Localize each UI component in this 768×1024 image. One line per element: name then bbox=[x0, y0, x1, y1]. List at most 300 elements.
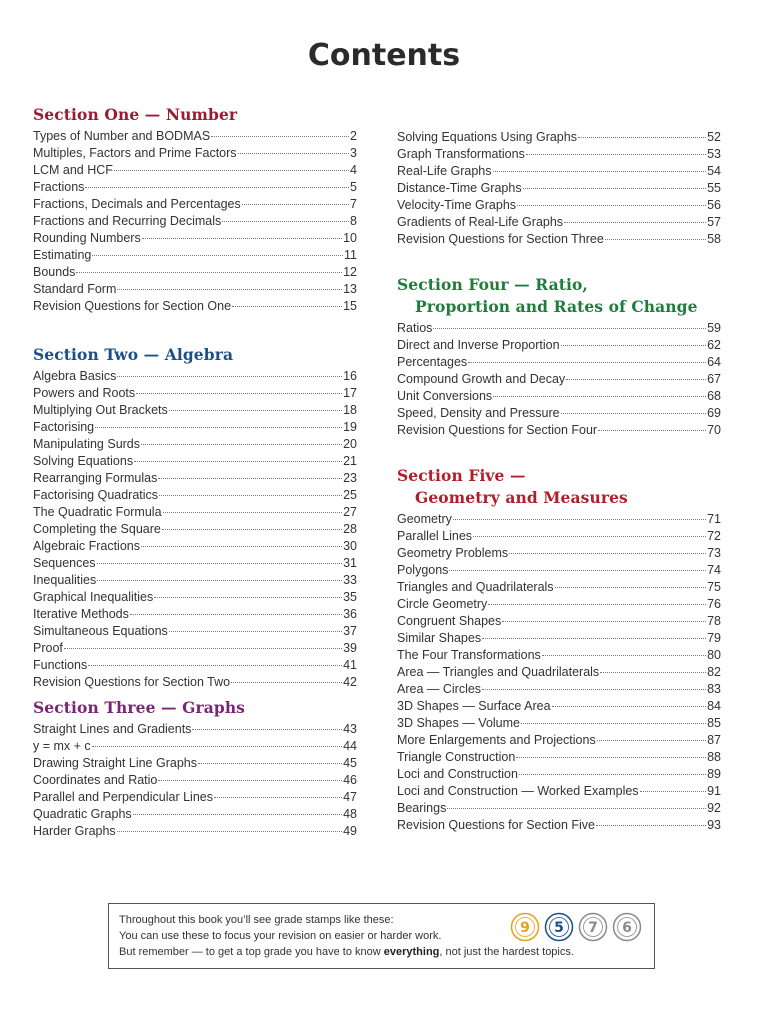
entry-page-number: 39 bbox=[343, 641, 357, 655]
section-five-heading-line2: Geometry and Measures bbox=[415, 488, 628, 507]
contents-entry bbox=[33, 504, 357, 521]
entry-page-number: 53 bbox=[707, 147, 721, 161]
dot-leader bbox=[169, 410, 342, 411]
entry-title: Congruent Shapes bbox=[397, 614, 502, 628]
dot-leader bbox=[136, 393, 342, 394]
grade-stamp-7-icon bbox=[578, 912, 608, 942]
contents-entry bbox=[33, 823, 357, 840]
contents-entry bbox=[397, 371, 721, 388]
grade-stamp-number: 5 bbox=[554, 920, 564, 936]
dot-leader bbox=[597, 740, 706, 741]
entry-title: Rounding Numbers bbox=[33, 231, 141, 245]
entry-title: Speed, Density and Pressure bbox=[397, 406, 560, 420]
entry-page-number: 79 bbox=[707, 631, 721, 645]
entry-page-number: 91 bbox=[707, 784, 721, 798]
dot-leader bbox=[516, 757, 706, 758]
contents-entry bbox=[33, 538, 357, 555]
dot-leader bbox=[566, 379, 706, 380]
entry-title: Graph Transformations bbox=[397, 147, 525, 161]
entry-title: Harder Graphs bbox=[33, 824, 116, 838]
entry-page-number: 69 bbox=[707, 406, 721, 420]
entry-title: Straight Lines and Gradients bbox=[33, 722, 192, 736]
entry-page-number: 68 bbox=[707, 389, 721, 403]
dot-leader bbox=[242, 204, 349, 205]
dot-leader bbox=[578, 137, 706, 138]
entry-title: Bearings bbox=[397, 801, 447, 815]
entry-page-number: 89 bbox=[707, 767, 721, 781]
contents-entry bbox=[397, 354, 721, 371]
dot-leader bbox=[76, 272, 342, 273]
grade-stamp-number: 9 bbox=[520, 920, 530, 936]
dot-leader bbox=[231, 682, 342, 683]
dot-leader bbox=[488, 604, 706, 605]
contents-entry bbox=[33, 521, 357, 538]
contents-entry bbox=[397, 511, 721, 528]
entry-title: Proof bbox=[33, 641, 63, 655]
contents-entry bbox=[33, 674, 357, 691]
dot-leader bbox=[509, 553, 706, 554]
entry-title: Solving Equations bbox=[33, 454, 134, 468]
entry-page-number: 13 bbox=[343, 282, 357, 296]
contents-entry bbox=[397, 197, 721, 214]
entry-title: Completing the Square bbox=[33, 522, 161, 536]
contents-entry bbox=[397, 732, 721, 749]
entry-title: 3D Shapes — Volume bbox=[397, 716, 520, 730]
entry-title: Geometry bbox=[397, 512, 452, 526]
entry-page-number: 20 bbox=[343, 437, 357, 451]
contents-entry bbox=[33, 789, 357, 806]
entry-page-number: 74 bbox=[707, 563, 721, 577]
contents-entry bbox=[33, 606, 357, 623]
info-line-3-end: , not just the hardest topics. bbox=[439, 946, 574, 958]
contents-entry bbox=[33, 368, 357, 385]
dot-leader bbox=[238, 153, 350, 154]
section-three-continued bbox=[397, 129, 721, 248]
dot-leader bbox=[596, 825, 706, 826]
dot-leader bbox=[493, 171, 707, 172]
dot-leader bbox=[64, 648, 342, 649]
contents-entry bbox=[33, 721, 357, 738]
section-one-heading: Section One — Number bbox=[33, 105, 238, 124]
entry-title: Direct and Inverse Proportion bbox=[397, 338, 560, 352]
entry-title: More Enlargements and Projections bbox=[397, 733, 596, 747]
grade-stamp-number: 7 bbox=[588, 920, 598, 936]
dot-leader bbox=[159, 495, 342, 496]
section-four-heading-line2: Proportion and Rates of Change bbox=[415, 297, 698, 316]
entry-page-number: 17 bbox=[343, 386, 357, 400]
entry-title: Percentages bbox=[397, 355, 468, 369]
entry-page-number: 16 bbox=[343, 369, 357, 383]
entry-page-number: 25 bbox=[343, 488, 357, 502]
dot-leader bbox=[97, 563, 343, 564]
entry-page-number: 54 bbox=[707, 164, 721, 178]
dot-leader bbox=[133, 814, 342, 815]
contents-entry bbox=[33, 385, 357, 402]
grade-stamp-info-box bbox=[108, 903, 655, 969]
dot-leader bbox=[92, 255, 343, 256]
info-line-2: You can use these to focus your revision on easier or harder work. bbox=[119, 930, 442, 942]
dot-leader bbox=[521, 723, 706, 724]
contents-entry bbox=[397, 681, 721, 698]
contents-entry bbox=[33, 281, 357, 298]
contents-entry bbox=[397, 214, 721, 231]
entry-page-number: 55 bbox=[707, 181, 721, 195]
section-two-entries bbox=[33, 368, 357, 691]
contents-entry bbox=[397, 422, 721, 439]
entry-title: Manipulating Surds bbox=[33, 437, 141, 451]
grade-stamp-5-icon bbox=[544, 912, 574, 942]
entry-page-number: 12 bbox=[343, 265, 357, 279]
contents-entry bbox=[397, 562, 721, 579]
entry-page-number: 27 bbox=[343, 505, 357, 519]
contents-entry bbox=[33, 755, 357, 772]
entry-title: Drawing Straight Line Graphs bbox=[33, 756, 197, 770]
contents-entry bbox=[397, 783, 721, 800]
entry-page-number: 43 bbox=[343, 722, 357, 736]
contents-entry bbox=[397, 146, 721, 163]
contents-entry bbox=[33, 555, 357, 572]
entry-page-number: 36 bbox=[343, 607, 357, 621]
info-line-1: Throughout this book you’ll see grade stamps like these: bbox=[119, 914, 394, 926]
entry-title: Polygons bbox=[397, 563, 449, 577]
grade-stamp-9-icon bbox=[510, 912, 540, 942]
contents-entry bbox=[397, 579, 721, 596]
entry-page-number: 87 bbox=[707, 733, 721, 747]
entry-title: LCM and HCF bbox=[33, 163, 113, 177]
contents-entry bbox=[33, 162, 357, 179]
entry-title: Unit Conversions bbox=[397, 389, 493, 403]
contents-entry bbox=[397, 698, 721, 715]
dot-leader bbox=[232, 306, 342, 307]
contents-entry bbox=[397, 630, 721, 647]
dot-leader bbox=[192, 729, 342, 730]
entry-page-number: 58 bbox=[707, 232, 721, 246]
entry-title: Iterative Methods bbox=[33, 607, 129, 621]
contents-entry bbox=[33, 487, 357, 504]
info-line-3-emphasis: everything bbox=[383, 946, 440, 958]
dot-leader bbox=[482, 689, 706, 690]
dot-leader bbox=[85, 187, 349, 188]
entry-page-number: 48 bbox=[343, 807, 357, 821]
entry-title: Parallel and Perpendicular Lines bbox=[33, 790, 213, 804]
entry-title: Coordinates and Ratio bbox=[33, 773, 158, 787]
entry-title: Fractions, Decimals and Percentages bbox=[33, 197, 241, 211]
dot-leader bbox=[141, 546, 342, 547]
section-four-entries bbox=[397, 320, 721, 439]
entry-title: The Quadratic Formula bbox=[33, 505, 162, 519]
entry-title: Rearranging Formulas bbox=[33, 471, 158, 485]
entry-page-number: 84 bbox=[707, 699, 721, 713]
entry-title: Functions bbox=[33, 658, 88, 672]
entry-page-number: 4 bbox=[350, 163, 357, 177]
contents-entry bbox=[397, 596, 721, 613]
section-five-entries bbox=[397, 511, 721, 834]
info-line-3-start: But remember — to get a top grade you have to know bbox=[119, 946, 384, 958]
contents-entry bbox=[33, 145, 357, 162]
dot-leader bbox=[162, 529, 342, 530]
dot-leader bbox=[555, 587, 707, 588]
contents-entry bbox=[397, 664, 721, 681]
contents-entry bbox=[397, 129, 721, 146]
entry-page-number: 21 bbox=[343, 454, 357, 468]
dot-leader bbox=[222, 221, 349, 222]
section-five-heading bbox=[397, 465, 721, 509]
entry-page-number: 44 bbox=[343, 739, 357, 753]
entry-title: Triangle Construction bbox=[397, 750, 516, 764]
left-column bbox=[33, 104, 357, 840]
dot-leader bbox=[158, 478, 342, 479]
entry-title: Real-Life Graphs bbox=[397, 164, 492, 178]
section-four bbox=[397, 274, 721, 439]
contents-entry bbox=[397, 715, 721, 732]
dot-leader bbox=[449, 570, 706, 571]
entry-page-number: 62 bbox=[707, 338, 721, 352]
contents-entry bbox=[33, 264, 357, 281]
entry-page-number: 72 bbox=[707, 529, 721, 543]
contents-entry bbox=[397, 180, 721, 197]
entry-title: Bounds bbox=[33, 265, 76, 279]
grade-stamp-number: 6 bbox=[622, 920, 632, 936]
entry-page-number: 56 bbox=[707, 198, 721, 212]
contents-entry bbox=[33, 402, 357, 419]
entry-page-number: 59 bbox=[707, 321, 721, 335]
entry-title: Loci and Construction — Worked Examples bbox=[397, 784, 639, 798]
entry-title: Revision Questions for Section Three bbox=[397, 232, 604, 246]
contents-entry bbox=[33, 806, 357, 823]
contents-entry bbox=[397, 800, 721, 817]
entry-page-number: 73 bbox=[707, 546, 721, 560]
dot-leader bbox=[117, 376, 342, 377]
dot-leader bbox=[640, 791, 707, 792]
entry-page-number: 47 bbox=[343, 790, 357, 804]
entry-page-number: 57 bbox=[707, 215, 721, 229]
entry-title: Algebra Basics bbox=[33, 369, 117, 383]
section-one bbox=[33, 104, 357, 315]
contents-entry bbox=[33, 738, 357, 755]
dot-leader bbox=[523, 188, 707, 189]
entry-page-number: 18 bbox=[343, 403, 357, 417]
entry-title: Types of Number and BODMAS bbox=[33, 129, 211, 143]
dot-leader bbox=[433, 328, 706, 329]
contents-entry bbox=[397, 405, 721, 422]
dot-leader bbox=[154, 597, 342, 598]
dot-leader bbox=[517, 205, 706, 206]
dot-leader bbox=[130, 614, 342, 615]
contents-entry bbox=[33, 623, 357, 640]
section-two bbox=[33, 344, 357, 691]
dot-leader bbox=[600, 672, 706, 673]
contents-entry bbox=[397, 647, 721, 664]
entry-title: Distance-Time Graphs bbox=[397, 181, 522, 195]
entry-page-number: 11 bbox=[344, 248, 357, 262]
entry-title: Inequalities bbox=[33, 573, 97, 587]
dot-leader bbox=[493, 396, 706, 397]
entry-title: Sequences bbox=[33, 556, 96, 570]
dot-leader bbox=[519, 774, 706, 775]
dot-leader bbox=[211, 136, 349, 137]
page-title: Contents bbox=[307, 38, 461, 73]
dot-leader bbox=[114, 170, 349, 171]
entry-page-number: 15 bbox=[343, 299, 357, 313]
section-five-heading-line1: Section Five — bbox=[397, 466, 526, 485]
contents-entry bbox=[33, 196, 357, 213]
contents-entry bbox=[397, 163, 721, 180]
contents-entry bbox=[33, 128, 357, 145]
entry-page-number: 83 bbox=[707, 682, 721, 696]
dot-leader bbox=[198, 763, 342, 764]
dot-leader bbox=[552, 706, 707, 707]
entry-page-number: 82 bbox=[707, 665, 721, 679]
contents-entry bbox=[397, 817, 721, 834]
grade-stamp-6-icon bbox=[612, 912, 642, 942]
contents-entry bbox=[397, 231, 721, 248]
dot-leader bbox=[542, 655, 706, 656]
entry-page-number: 33 bbox=[343, 573, 357, 587]
contents-entry bbox=[397, 320, 721, 337]
section-four-heading-line1: Section Four — Ratio, bbox=[397, 275, 588, 294]
right-column bbox=[397, 129, 721, 834]
entry-page-number: 76 bbox=[707, 597, 721, 611]
contents-entry bbox=[397, 337, 721, 354]
section-five bbox=[397, 465, 721, 834]
dot-leader bbox=[141, 444, 342, 445]
entry-title: Standard Form bbox=[33, 282, 117, 296]
section-two-heading: Section Two — Algebra bbox=[33, 345, 234, 364]
entry-title: Solving Equations Using Graphs bbox=[397, 130, 577, 144]
entry-title: Parallel Lines bbox=[397, 529, 473, 543]
entry-page-number: 49 bbox=[343, 824, 357, 838]
entry-page-number: 30 bbox=[343, 539, 357, 553]
entry-title: Loci and Construction bbox=[397, 767, 518, 781]
entry-page-number: 78 bbox=[707, 614, 721, 628]
entry-page-number: 92 bbox=[707, 801, 721, 815]
section-four-heading bbox=[397, 274, 721, 318]
dot-leader bbox=[453, 519, 706, 520]
contents-entry bbox=[33, 470, 357, 487]
info-line-3 bbox=[119, 944, 644, 960]
entry-page-number: 45 bbox=[343, 756, 357, 770]
entry-title: 3D Shapes — Surface Area bbox=[397, 699, 551, 713]
contents-entry bbox=[397, 388, 721, 405]
contents-entry bbox=[33, 213, 357, 230]
entry-title: Gradients of Real-Life Graphs bbox=[397, 215, 564, 229]
entry-title: The Four Transformations bbox=[397, 648, 541, 662]
entry-page-number: 42 bbox=[343, 675, 357, 689]
entry-page-number: 7 bbox=[350, 197, 357, 211]
contents-entry bbox=[33, 453, 357, 470]
entry-page-number: 75 bbox=[707, 580, 721, 594]
contents-entry bbox=[33, 247, 357, 264]
contents-entry bbox=[33, 772, 357, 789]
dot-leader bbox=[158, 780, 342, 781]
entry-title: Factorising Quadratics bbox=[33, 488, 159, 502]
dot-leader bbox=[169, 631, 342, 632]
dot-leader bbox=[598, 430, 706, 431]
entry-title: Triangles and Quadrilaterals bbox=[397, 580, 554, 594]
entry-page-number: 80 bbox=[707, 648, 721, 662]
dot-leader bbox=[468, 362, 706, 363]
entry-title: Estimating bbox=[33, 248, 92, 262]
dot-leader bbox=[564, 222, 706, 223]
entry-title: Circle Geometry bbox=[397, 597, 488, 611]
grade-stamps bbox=[510, 912, 642, 942]
entry-title: Powers and Roots bbox=[33, 386, 136, 400]
entry-page-number: 85 bbox=[707, 716, 721, 730]
section-three-continued-entries bbox=[397, 129, 721, 248]
entry-page-number: 28 bbox=[343, 522, 357, 536]
section-three-entries bbox=[33, 721, 357, 840]
entry-title: Multiplying Out Brackets bbox=[33, 403, 168, 417]
entry-page-number: 46 bbox=[343, 773, 357, 787]
contents-entry bbox=[33, 436, 357, 453]
contents-entry bbox=[397, 749, 721, 766]
contents-entry bbox=[397, 766, 721, 783]
contents-entry bbox=[397, 613, 721, 630]
section-three bbox=[33, 697, 357, 840]
entry-title: Simultaneous Equations bbox=[33, 624, 168, 638]
contents-entry bbox=[33, 419, 357, 436]
entry-title: Area — Triangles and Quadrilaterals bbox=[397, 665, 600, 679]
entry-title: Fractions bbox=[33, 180, 85, 194]
contents-entry bbox=[33, 640, 357, 657]
contents-entry bbox=[397, 545, 721, 562]
entry-page-number: 8 bbox=[350, 214, 357, 228]
dot-leader bbox=[502, 621, 706, 622]
entry-page-number: 71 bbox=[707, 512, 721, 526]
entry-title: Velocity-Time Graphs bbox=[397, 198, 517, 212]
entry-title: Revision Questions for Section Four bbox=[397, 423, 598, 437]
entry-title: Revision Questions for Section Two bbox=[33, 675, 231, 689]
entry-page-number: 23 bbox=[343, 471, 357, 485]
contents-entry bbox=[33, 179, 357, 196]
dot-leader bbox=[117, 831, 342, 832]
entry-page-number: 2 bbox=[350, 129, 357, 143]
entry-title: Ratios bbox=[397, 321, 433, 335]
section-one-entries bbox=[33, 128, 357, 315]
entry-page-number: 52 bbox=[707, 130, 721, 144]
contents-entry bbox=[33, 657, 357, 674]
dot-leader bbox=[117, 289, 342, 290]
entry-page-number: 70 bbox=[707, 423, 721, 437]
dot-leader bbox=[214, 797, 342, 798]
dot-leader bbox=[447, 808, 706, 809]
contents-entry bbox=[33, 572, 357, 589]
entry-title: y = mx + c bbox=[33, 739, 91, 753]
entry-title: Graphical Inequalities bbox=[33, 590, 154, 604]
entry-page-number: 35 bbox=[343, 590, 357, 604]
dot-leader bbox=[561, 413, 707, 414]
entry-page-number: 37 bbox=[343, 624, 357, 638]
entry-title: Geometry Problems bbox=[397, 546, 509, 560]
dot-leader bbox=[163, 512, 343, 513]
entry-title: Multiples, Factors and Prime Factors bbox=[33, 146, 237, 160]
entry-page-number: 93 bbox=[707, 818, 721, 832]
entry-title: Algebraic Fractions bbox=[33, 539, 140, 553]
contents-entry bbox=[33, 230, 357, 247]
dot-leader bbox=[605, 239, 706, 240]
dot-leader bbox=[142, 238, 342, 239]
entry-page-number: 10 bbox=[343, 231, 357, 245]
entry-page-number: 88 bbox=[707, 750, 721, 764]
entry-title: Area — Circles bbox=[397, 682, 482, 696]
contents-entry bbox=[33, 298, 357, 315]
entry-title: Revision Questions for Section Five bbox=[397, 818, 596, 832]
entry-title: Fractions and Recurring Decimals bbox=[33, 214, 222, 228]
dot-leader bbox=[561, 345, 707, 346]
section-three-heading: Section Three — Graphs bbox=[33, 698, 246, 717]
dot-leader bbox=[482, 638, 706, 639]
dot-leader bbox=[473, 536, 706, 537]
